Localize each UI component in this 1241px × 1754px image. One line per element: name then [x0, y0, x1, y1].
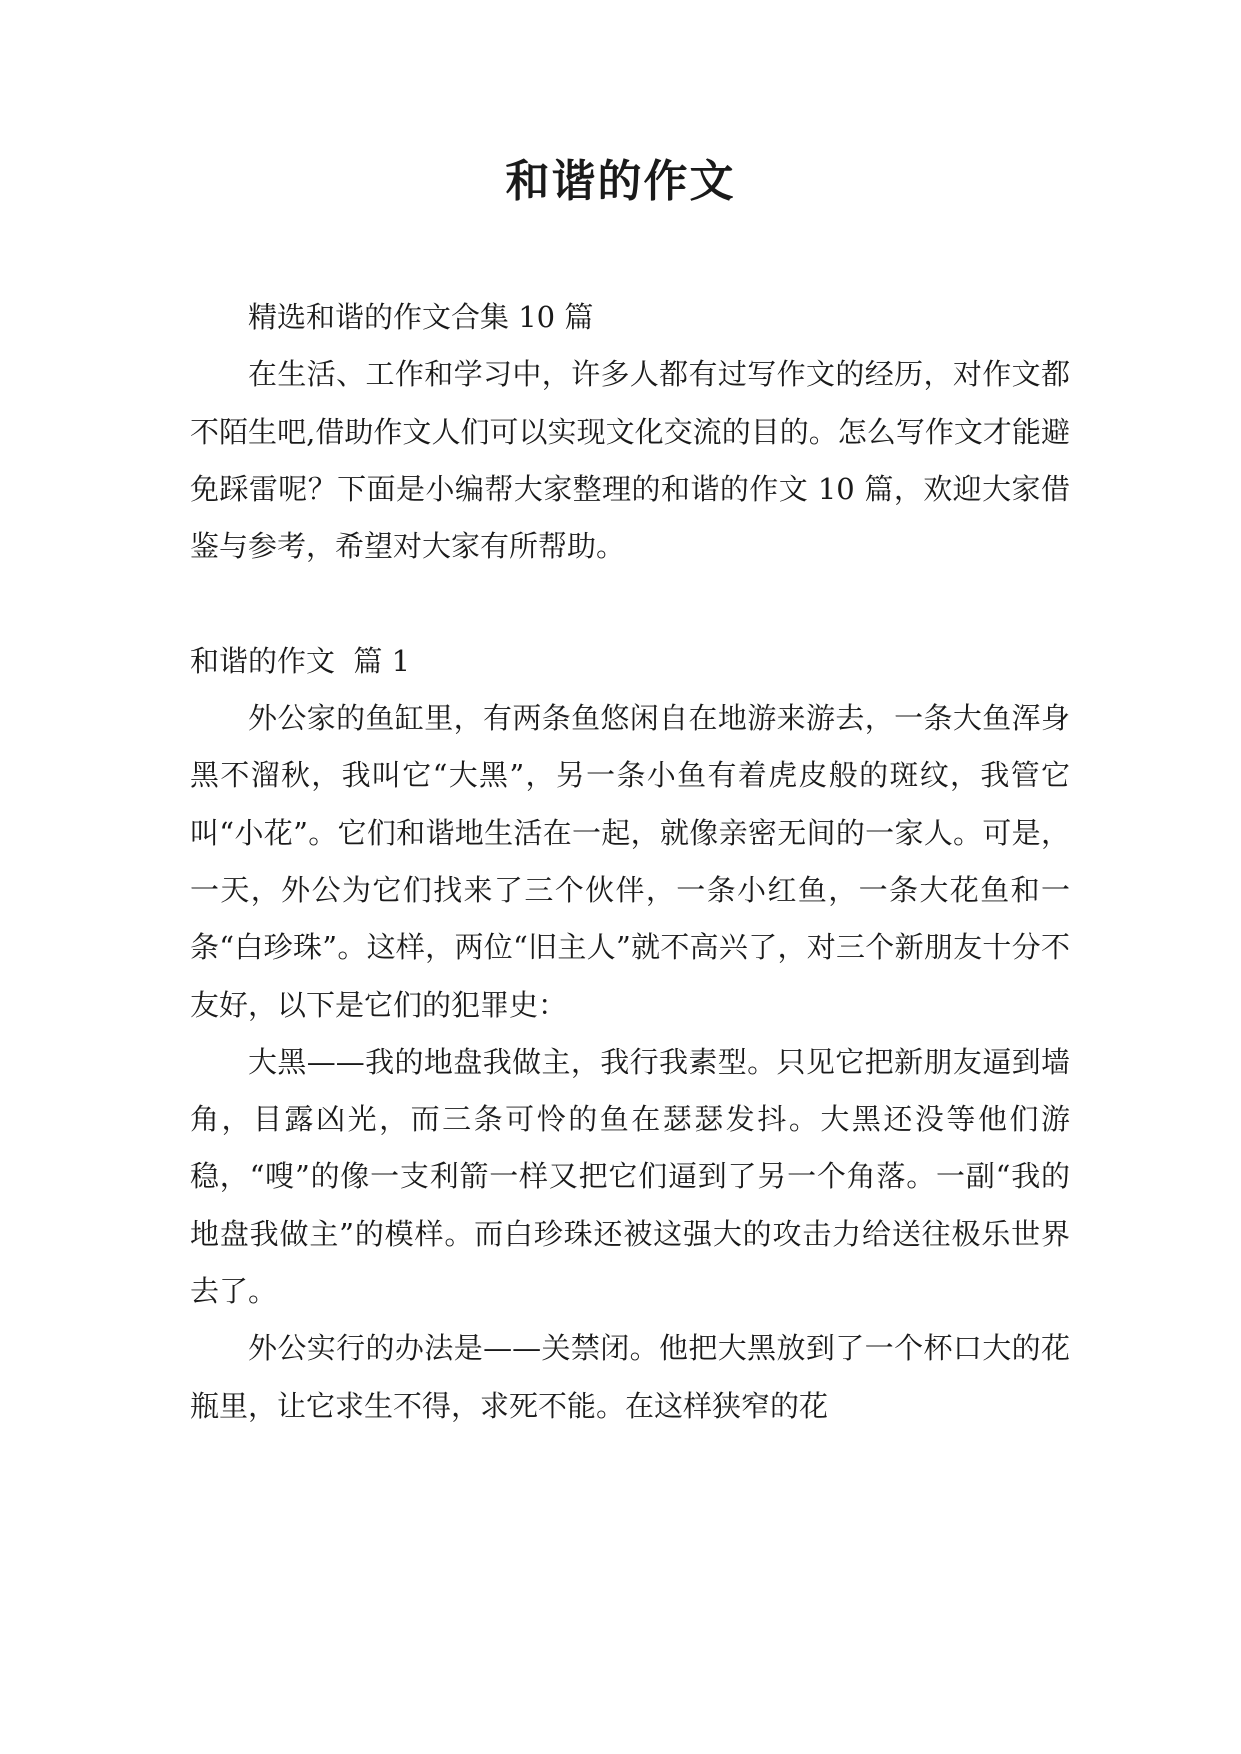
section-paragraph: 外公家的鱼缸里，有两条鱼悠闲自在地游来游去，一条大鱼浑身黑不溜秋，我叫它“大黑”，另一条小鱼有着虎皮般的斑纹，我管它叫“小花”。它们和谐地生活在一起，就像亲密无间的一家人。可是，一天，外公为它们找来了三个伙伴，一条小红鱼，一条大花鱼和一条“白珍珠”。这样，两位“旧主人”就不高兴了，对三个新朋友十分不友好，以下是它们的犯罪史：	[190, 701, 1070, 1022]
intro-paragraph: 在生活、工作和学习中，许多人都有过写作文的经历，对作文都不陌生吧,借助作文人们可以实现文化交流的目的。怎么写作文才能避免踩雷呢？下面是小编帮大家整理的和谐的作文 10 篇，欢迎大家借鉴与参考，希望对大家有所帮助。	[190, 357, 1070, 564]
document-body	[190, 289, 1070, 1435]
section-paragraph: 大黑——我的地盘我做主，我行我素型。只见它把新朋友逼到墙角，目露凶光，而三条可怜的鱼在瑟瑟发抖。大黑还没等他们游稳，“嗖”的像一支利箭一样又把它们逼到了另一个角落。一副“我的地盘我做主”的模样。而白珍珠还被这强大的攻击力给送往极乐世界去了。	[190, 1044, 1070, 1309]
section-heading: 和谐的作文 篇 1	[190, 643, 411, 678]
intro-subtitle: 精选和谐的作文合集 10 篇	[248, 300, 594, 334]
document-title: 和谐的作文	[505, 156, 736, 207]
section-spacer	[190, 575, 1070, 632]
section-paragraph: 外公实行的办法是——关禁闭。他把大黑放到了一个杯口大的花瓶里，让它求生不得，求死不能。在这样狭窄的花	[190, 1331, 1070, 1423]
